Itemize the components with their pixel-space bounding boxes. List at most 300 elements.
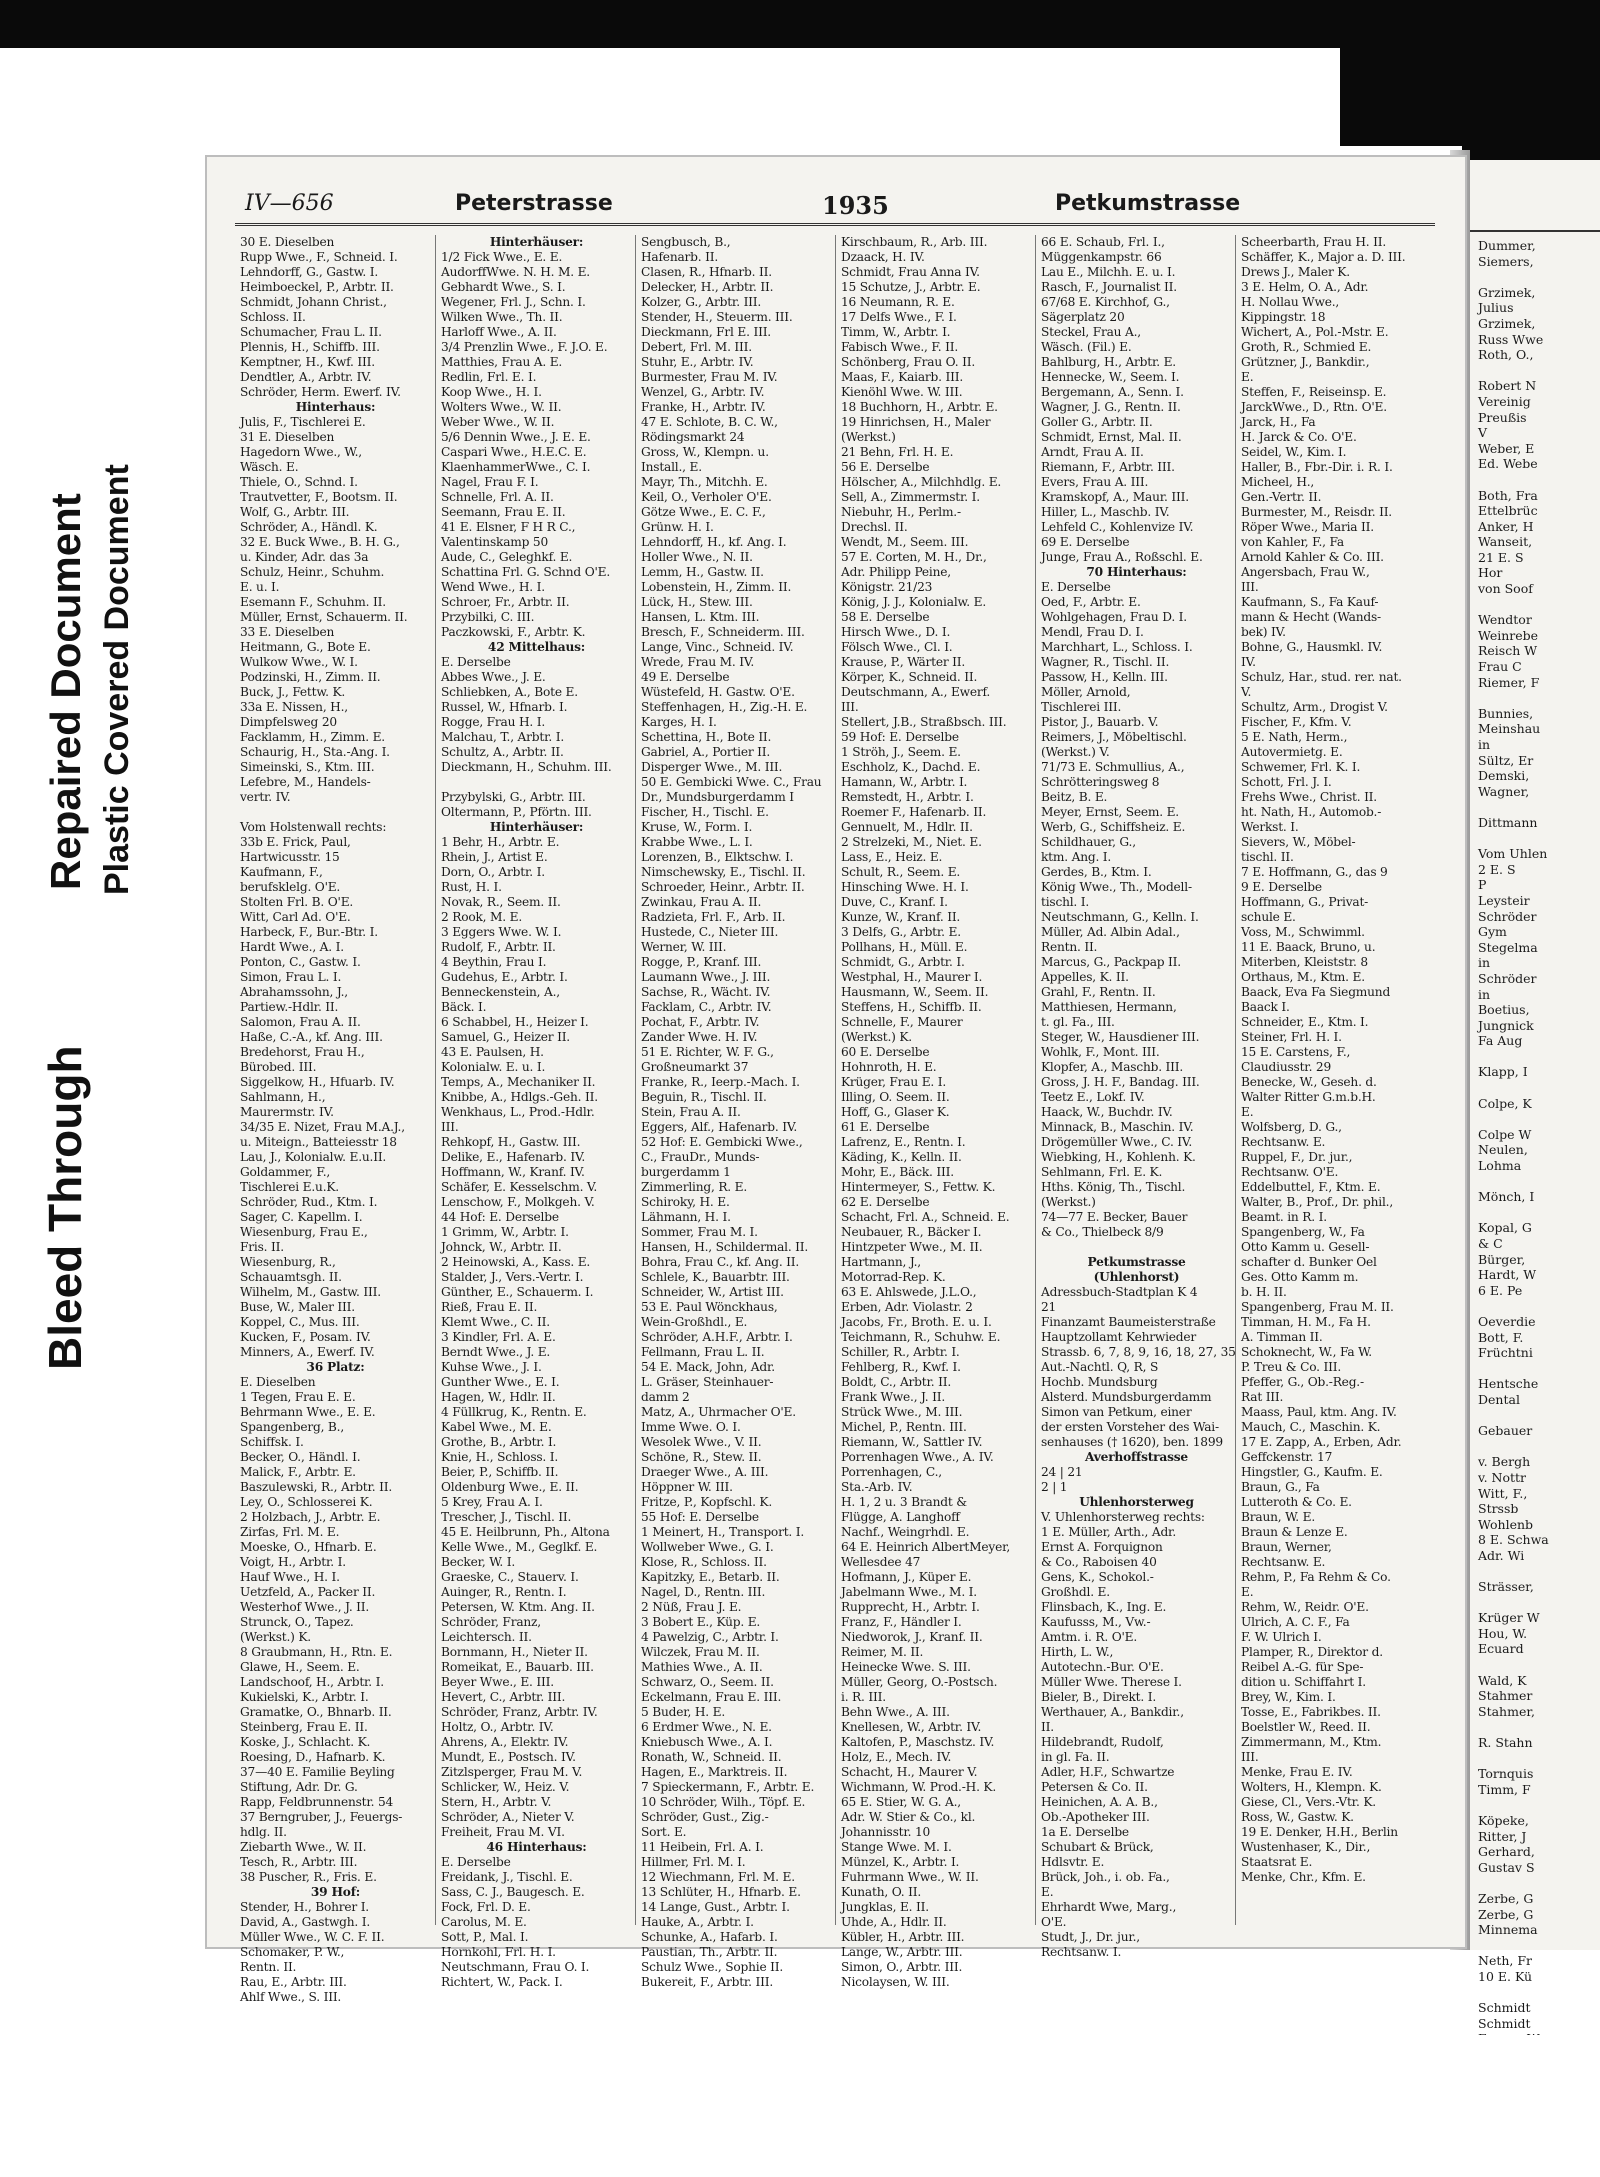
adjacent-page-entry: Weinrebe: [1478, 627, 1539, 643]
directory-entry: Stalder, J., Vers.-Vertr. I.: [441, 1270, 584, 1284]
directory-entry: Koop Wwe., H. I.: [441, 385, 542, 399]
directory-entry: Sievers, W., Möbel-: [1241, 835, 1356, 849]
directory-entry: Moeske, O., Hfnarb. E.: [240, 1540, 377, 1554]
adjacent-page-entry: R. Stahn: [1478, 1735, 1533, 1750]
directory-entry: 62 E. Derselbe: [841, 1195, 930, 1209]
directory-entry: Beyer Wwe., E. III.: [441, 1675, 554, 1689]
directory-entry: Sägerplatz 20: [1041, 310, 1125, 324]
directory-entry: Fischer, F., Kfm. V.: [1241, 715, 1352, 729]
directory-entry: 1 Meinert, H., Transport. I.: [641, 1525, 805, 1539]
directory-entry: Thiele, O., Schnd. I.: [240, 475, 358, 489]
directory-entry: Neutschmann, G., Kelln. I.: [1041, 910, 1199, 924]
directory-entry: Wohlgehagen, Frau D. I.: [1041, 610, 1187, 624]
directory-entry: Schliebken, A., Bote E.: [441, 685, 578, 699]
directory-entry: 14 Lange, Gust., Arbtr. I.: [641, 1900, 790, 1914]
directory-entry: Ruppel, F., Dr. jur.,: [1241, 1150, 1353, 1164]
adjacent-page-entry: Schröder: [1478, 970, 1537, 986]
directory-entry: V.: [1241, 685, 1252, 699]
directory-entry: Otto Kamm u. Gesell-: [1241, 1240, 1370, 1254]
directory-entry: Schröder, Franz,: [441, 1615, 541, 1629]
directory-entry: Giese, Cl., Vers.-Vtr. K.: [1241, 1795, 1376, 1809]
directory-entry: Wolters Wwe., W. II.: [441, 400, 562, 414]
directory-entry: Samuel, G., Heizer II.: [441, 1030, 570, 1044]
directory-entry: Schwemer, Frl. K. I.: [1241, 760, 1361, 774]
directory-entry: in gl. Fa. II.: [1041, 1750, 1110, 1764]
directory-entry: Dimpfelsweg 20: [240, 715, 337, 729]
directory-entry: Schröder, A., Nieter V.: [441, 1810, 575, 1824]
directory-entry: 56 E. Derselbe: [841, 460, 930, 474]
directory-entry: 34/35 E. Nizet, Frau M.A.J.,: [240, 1120, 405, 1134]
directory-entry: 42 Mittelhaus:: [487, 640, 586, 654]
directory-entry: 51 E. Richter, W. F. G.,: [641, 1045, 774, 1059]
directory-entry: Geffckenstr. 17: [1241, 1450, 1333, 1464]
directory-entry: Kuhse Wwe., J. I.: [441, 1360, 542, 1374]
adjacent-page-entry: Vereinig: [1478, 393, 1531, 409]
directory-entry: Holz, E., Mech. IV.: [841, 1750, 952, 1764]
directory-entry: Grützner, J., Bankdir.,: [1241, 355, 1370, 369]
directory-entry: KlaenhammerWwe., C. I.: [441, 460, 591, 474]
directory-entry: 1 Behr, H., Arbtr. E.: [441, 835, 560, 849]
directory-entry: Schultz, Arm., Drogist V.: [1241, 700, 1388, 714]
directory-entry: 31 E. Dieselben: [240, 430, 335, 444]
adjacent-page-entry: [1470, 1751, 1600, 1767]
directory-entry: Rechtsanw. E.: [1241, 1555, 1326, 1569]
directory-entry: Steiner, Frl. H. I.: [1241, 1030, 1342, 1044]
directory-entry: 6 Erdmer Wwe., N. E.: [641, 1720, 772, 1734]
directory-entry: Grünw. H. I.: [641, 520, 714, 534]
directory-entry: 37 Berngruber, J., Feuergs-: [240, 1810, 403, 1824]
directory-entry: Niebuhr, H., Perlm.-: [841, 505, 961, 519]
directory-entry: schafter d. Bunker Oel: [1241, 1255, 1377, 1269]
directory-entry: Motorrad-Rep. K.: [841, 1270, 946, 1284]
adjacent-page-entry: Vom Uhlen: [1478, 846, 1548, 862]
directory-entry: Freiheit, Frau M. VI.: [441, 1825, 565, 1839]
directory-entry: Becker, W. I.: [441, 1555, 516, 1569]
directory-entry: Paczkowski, F., Arbtr. K.: [441, 625, 586, 639]
directory-entry: Hintermeyer, S., Fettw. K.: [841, 1180, 996, 1194]
directory-entry: Wolters, H., Klempn. K.: [1241, 1780, 1382, 1794]
directory-entry: 3 Bobert E., Küp. E.: [641, 1615, 761, 1629]
directory-entry: Wulkow Wwe., W. I.: [240, 655, 358, 669]
directory-entry: Imme Wwe. O. I.: [641, 1420, 741, 1434]
directory-entry: Schiller, R., Arbtr. I.: [841, 1345, 960, 1359]
directory-entry: Simon, O., Arbtr. III.: [841, 1960, 963, 1974]
directory-entry: Hirsch Wwe., D. I.: [841, 625, 951, 639]
directory-entry: Disperger Wwe., M. III.: [641, 760, 783, 774]
directory-entry: Kaufusss, M., Vw.-: [1041, 1615, 1151, 1629]
adjacent-page-entry: Neulen,: [1478, 1142, 1528, 1158]
directory-entry: Knie, H., Schloss. I.: [441, 1450, 559, 1464]
scan-dark-corner: [1462, 48, 1600, 160]
directory-entry: Lobenstein, H., Zimm. II.: [641, 580, 792, 594]
directory-entry: Drechsl. II.: [841, 520, 908, 534]
directory-entry: 33a E. Nissen, H.,: [240, 700, 348, 714]
directory-entry: Gunther Wwe., E. I.: [441, 1375, 560, 1389]
directory-entry: Holtz, O., Arbtr. IV.: [441, 1720, 554, 1734]
directory-entry: Mendl, Frau D. I.: [1041, 625, 1144, 639]
directory-entry: Flügge, A. Langhoff: [841, 1510, 960, 1524]
adjacent-page-entry: in: [1478, 737, 1491, 752]
directory-entry: Pistor, J., Bauarb. V.: [1041, 715, 1159, 729]
label-plastic-covered-document: Plastic Covered Document: [98, 464, 136, 895]
directory-entry: 1a E. Derselbe: [1041, 1825, 1129, 1839]
directory-entry: König Wwe., Th., Modell-: [1041, 880, 1192, 894]
directory-entry: E.: [1041, 1885, 1054, 1899]
adjacent-page-entry: Adr. Wi: [1478, 1547, 1525, 1563]
adjacent-page-entry: [1470, 1938, 1600, 1954]
directory-entry: Ronath, W., Schneid. II.: [641, 1750, 782, 1764]
directory-entry: Steffenhagen, H., Zig.-H. E.: [641, 700, 808, 714]
directory-entry: Brück, Joh., i. ob. Fa.,: [1041, 1870, 1170, 1884]
adjacent-page-entry: [1470, 1361, 1600, 1377]
directory-entry: Ges. Otto Kamm m.: [1241, 1270, 1359, 1284]
directory-entry: [1036, 1240, 1232, 1255]
directory-entry: 13 Schlüter, H., Hfnarb. E.: [641, 1885, 801, 1899]
directory-entry: David, A., Gastwgh. I.: [240, 1915, 371, 1929]
directory-entry: E. Dieselben: [240, 1375, 316, 1389]
adjacent-page-entry: Dittmann: [1478, 814, 1538, 830]
directory-entry: Walter Ritter G.m.b.H.: [1241, 1090, 1376, 1104]
directory-entry: Walter, B., Prof., Dr. phil.,: [1241, 1195, 1394, 1209]
directory-entry: Spangenberg, Frau M. II.: [1241, 1300, 1394, 1314]
directory-entry: Zimmerling, R. E.: [641, 1180, 748, 1194]
directory-entry: Krabbe Wwe., L. I.: [641, 835, 753, 849]
directory-entry: E.: [1241, 1585, 1254, 1599]
directory-entry: Lehndorff, G., Gastw. I.: [240, 265, 379, 279]
directory-entry: 55 Hof: E. Derselbe: [641, 1510, 759, 1524]
adjacent-page-entry: Dummer,: [1478, 238, 1536, 253]
adjacent-page-entry: [1470, 1408, 1600, 1424]
directory-entry: Ley, O., Schlosserei K.: [240, 1495, 373, 1509]
directory-entry: Stellert, J.B., Straßbsch. III.: [841, 715, 1007, 729]
directory-entry: Spangenberg, B.,: [240, 1420, 345, 1434]
directory-entry: Oltermann, P., Pförtn. III.: [441, 805, 592, 819]
directory-entry: Pfeffer, G., Ob.-Reg.-: [1241, 1375, 1364, 1389]
directory-entry: Gennuelt, M., Hdlr. II.: [841, 820, 973, 834]
directory-entry: Lass, E., Heiz. E.: [841, 850, 943, 864]
directory-entry: Bresch, F., Schneiderm. III.: [641, 625, 805, 639]
directory-entry: Radzieta, Frl. F., Arb. II.: [641, 910, 786, 924]
directory-entry: Jacobs, Fr., Broth. E. u. I.: [841, 1315, 992, 1329]
adjacent-page-entry: Hou, W.: [1478, 1625, 1528, 1641]
adjacent-page-entry: [1470, 1205, 1600, 1221]
directory-entry: Hauptzollamt Kehrwieder: [1041, 1330, 1197, 1344]
directory-entry: 5 Buder, H. E.: [641, 1705, 726, 1719]
street-name-right: Petkumstrasse: [1055, 191, 1241, 216]
adjacent-page-entry: Meinshau: [1478, 721, 1541, 737]
directory-entry: Finanzamt Baumeisterstraße: [1041, 1315, 1216, 1329]
directory-entry: Rechtsanw. O'E.: [1241, 1165, 1339, 1179]
directory-entry: Benecke, W., Geseh. d.: [1241, 1075, 1377, 1089]
directory-entry: Müller, Georg, O.-Postsch.: [841, 1675, 998, 1689]
directory-entry: Schröder, Gust., Zig.-: [641, 1810, 769, 1824]
directory-entry: Rapp, Feldbrunnenstr. 54: [240, 1795, 394, 1809]
directory-entry: 67/68 E. Kirchhof, G.,: [1041, 295, 1170, 309]
directory-entry: Wiesenburg, R.,: [240, 1255, 336, 1269]
directory-entry: Delecker, H., Arbtr. II.: [641, 280, 774, 294]
directory-entry: Möller, Arnold,: [1041, 685, 1131, 699]
directory-entry: Hinterhaus:: [295, 400, 376, 414]
adjacent-page-entry: [1470, 690, 1600, 706]
directory-entry: Auinger, R., Rentn. I.: [441, 1585, 567, 1599]
directory-entry: Aude, C., Geleghkf. E.: [441, 550, 573, 564]
directory-entry: Schettina, H., Bote II.: [641, 730, 772, 744]
directory-entry: Erben, Adr. Violastr. 2: [841, 1300, 973, 1314]
directory-entry: P. Treu & Co. III.: [1241, 1360, 1342, 1374]
directory-entry: Schröder, Herm. Ewerf. IV.: [240, 385, 401, 399]
directory-entry: Stolten Frl. B. O'E.: [240, 895, 354, 909]
directory-entry: Werner, W. III.: [641, 940, 727, 954]
directory-entry: Stender, H., Steuerm. III.: [641, 310, 793, 324]
directory-entry: Bohne, G., Hausmkl. IV.: [1241, 640, 1383, 654]
directory-entry: Partiew.-Hdlr. II.: [240, 1000, 339, 1014]
directory-entry: Nagel, D., Rentn. III.: [641, 1585, 766, 1599]
directory-entry: Flinsbach, K., Ing. E.: [1041, 1600, 1167, 1614]
adjacent-page-entry: Wanseit,: [1478, 534, 1533, 550]
directory-entry: Jarck, H., Fa: [1241, 415, 1316, 429]
directory-entry: Zimmermann, M., Ktm.: [1241, 1735, 1382, 1749]
adjacent-page-entry: Colpe W: [1478, 1126, 1532, 1142]
directory-entry: Simeinski, S., Ktm. III.: [240, 760, 375, 774]
directory-entry: Beier, P., Schiffb. II.: [441, 1465, 559, 1479]
directory-entry: Bäck. I.: [441, 1000, 487, 1014]
scan-dark-notch: [1340, 48, 1470, 146]
directory-entry: Ahrens, A., Elektr. IV.: [441, 1735, 569, 1749]
page-number: IV—656: [245, 191, 334, 216]
directory-entry: Miterben, Kleiststr. 8: [1241, 955, 1368, 969]
directory-entry: Westerhof Wwe., J. II.: [240, 1600, 370, 1614]
directory-entry: Ehrhardt Wwe, Marg.,: [1041, 1900, 1177, 1914]
directory-entry: Claudiusstr. 29: [1241, 1060, 1332, 1074]
directory-entry: Schult, R., Seem. E.: [841, 865, 961, 879]
directory-entry: Wolfsberg, D. G.,: [1241, 1120, 1342, 1134]
directory-entry: Brey, W., Kim. I.: [1241, 1690, 1336, 1704]
directory-entry: Duve, C., Kranf. I.: [841, 895, 948, 909]
directory-entry: Schröder, A., Händl. K.: [240, 520, 378, 534]
directory-entry: Heinecke Wwe. S. III.: [841, 1660, 971, 1674]
directory-entry: Witt, Carl Ad. O'E.: [240, 910, 351, 924]
adjacent-page-entry: & C: [1478, 1236, 1503, 1251]
degradation-labels: [0, 0, 200, 2177]
directory-entry: Facklam, C., Arbtr. IV.: [641, 1000, 772, 1014]
adjacent-page-entry: V: [1478, 425, 1488, 441]
directory-entry: Autotechn.-Bur. O'E.: [1041, 1660, 1164, 1674]
directory-entry: ktm. Ang. I.: [1041, 850, 1112, 864]
directory-entry: Eddelbuttel, F., Ktm. E.: [1241, 1180, 1381, 1194]
adjacent-page-entry: Wagner,: [1478, 783, 1530, 799]
directory-entry: Wichmann, W. Prod.-H. K.: [841, 1780, 997, 1794]
adjacent-page-entry: v. Nottr: [1478, 1469, 1527, 1485]
directory-entry: Frehs Wwe., Christ. II.: [1241, 790, 1377, 804]
directory-entry: Käding, K., Kelln. II.: [841, 1150, 962, 1164]
directory-entry: Minners, A., Ewerf. IV.: [240, 1345, 375, 1359]
directory-entry: Malick, F., Arbtr. E.: [240, 1465, 356, 1479]
directory-entry: Niedworok, J., Kranf. II.: [841, 1630, 983, 1644]
directory-entry: 57 E. Corten, M. H., Dr.,: [841, 550, 987, 564]
directory-entry: Siggelkow, H., Hfuarb. IV.: [240, 1075, 395, 1089]
directory-entry: Przybylski, G., Arbtr. III.: [441, 790, 586, 804]
directory-entry: A. Timman II.: [1241, 1330, 1323, 1344]
directory-entry: Amtm. i. R. O'E.: [1041, 1630, 1138, 1644]
directory-entry: Fölsch Wwe., Cl. I.: [841, 640, 953, 654]
directory-entry: Dendtler, A., Arbtr. IV.: [240, 370, 372, 384]
adjacent-page-entry: Gerhard,: [1478, 1844, 1535, 1860]
directory-entry: Pollhans, H., Müll. E.: [841, 940, 968, 954]
directory-entry: schule E.: [1241, 910, 1296, 924]
directory-entry: Roesing, D., Hafnarb. K.: [240, 1750, 386, 1764]
directory-entry: Timman, H. M., Fa H.: [1241, 1315, 1371, 1329]
directory-page: [205, 155, 1467, 2004]
street-name-left: Peterstrasse: [455, 191, 613, 216]
adjacent-page-entry: Neth, Fr: [1478, 1953, 1533, 1969]
directory-entry: Bredehorst, Frau H.,: [240, 1045, 365, 1059]
directory-entry: Novak, R., Seem. II.: [441, 895, 561, 909]
directory-entry: Passow, H., Kelln. III.: [1041, 670, 1168, 684]
directory-entry: Schultz, A., Arbtr. II.: [441, 745, 564, 759]
directory-entry: Kramskopf, A., Maur. III.: [1041, 490, 1189, 504]
directory-entry: Schrötteringsweg 8: [1041, 775, 1160, 789]
directory-entry: 24 | 21: [1041, 1465, 1083, 1479]
directory-entry: Ahlf Wwe., S. III.: [240, 1990, 342, 2004]
directory-entry: Jungklas, E. II.: [841, 1900, 929, 1914]
directory-entry: Schäfer, E. Kesselschm. V.: [441, 1180, 598, 1194]
adjacent-page-entry: [1470, 1111, 1600, 1127]
directory-entry: 46 Hinterhaus:: [486, 1840, 587, 1854]
directory-entry: Höppner W. III.: [641, 1480, 733, 1494]
directory-entry: Jabelmann Wwe., M. I.: [841, 1585, 977, 1599]
directory-entry: i. R. III.: [841, 1690, 886, 1704]
directory-entry: Sahlmann, H.,: [240, 1090, 326, 1104]
adjacent-page-entry: [1470, 1049, 1600, 1065]
directory-entry: E. Derselbe: [441, 1855, 511, 1869]
adjacent-page-entry: [1470, 597, 1600, 613]
directory-entry: Hagen, E., Marktreis. II.: [641, 1765, 788, 1779]
directory-entry: Goldammer, F.,: [240, 1165, 331, 1179]
directory-entry: Schauamtsgh. II.: [240, 1270, 342, 1284]
directory-entry: bek) IV.: [1241, 625, 1286, 639]
directory-entry: tischl. II.: [1241, 850, 1294, 864]
directory-entry: Drögemüller Wwe., C. IV.: [1041, 1135, 1193, 1149]
directory-entry: Kabel Wwe., M. E.: [441, 1420, 552, 1434]
directory-entry: 19 E. Denker, H.H., Berlin: [1241, 1825, 1398, 1839]
directory-entry: Körper, K., Schneid. II.: [841, 670, 978, 684]
directory-entry: Evers, Frau A. III.: [1041, 475, 1149, 489]
directory-entry: Westphal, H., Maurer I.: [841, 970, 983, 984]
directory-entry: Autovermietg. E.: [1241, 745, 1343, 759]
directory-entry: Kübler, H., Arbtr. III.: [841, 1930, 965, 1944]
directory-entry: Grothe, B., Arbtr. I.: [441, 1435, 557, 1449]
directory-entry: 4 Pawelzig, C., Arbtr. I.: [641, 1630, 779, 1644]
adjacent-page-entry: [1470, 1174, 1600, 1190]
directory-entry: Rehm, W., Reidr. O'E.: [1241, 1600, 1369, 1614]
directory-entry: Müggenkampstr. 66: [1041, 250, 1162, 264]
directory-entry: Sass, C. J., Baugesch. E.: [441, 1885, 585, 1899]
directory-entry: Kapitzky, E., Betarb. II.: [641, 1570, 780, 1584]
directory-entry: Wiesenburg, Frau E.,: [240, 1225, 368, 1239]
directory-entry: Hillmer, Frl. M. I.: [641, 1855, 746, 1869]
directory-entry: Wustenhaser, K., Dir.,: [1241, 1840, 1371, 1854]
directory-entry: Romeikat, E., Bauarb. III.: [441, 1660, 594, 1674]
directory-entry: Tesch, R., Arbtr. III.: [240, 1855, 358, 1869]
directory-entry: Wend Wwe., H. I.: [441, 580, 545, 594]
directory-entry: 10 Schröder, Wilh., Töpf. E.: [641, 1795, 806, 1809]
directory-entry: Nicolaysen, W. III.: [841, 1975, 950, 1989]
adjacent-page-entry: Witt, F.,: [1478, 1485, 1528, 1501]
directory-entry: Adler, H.F., Schwartze: [1041, 1765, 1175, 1779]
directory-entry: Spangenberg, W., Fa: [1241, 1225, 1365, 1239]
adjacent-page-entry: Krüger W: [1478, 1610, 1540, 1626]
directory-entry: Wagner, R., Tischl. II.: [1041, 655, 1170, 669]
directory-entry: Ernst A. Forquignon: [1041, 1540, 1163, 1554]
adjacent-page-entry: Bunnies,: [1478, 705, 1534, 721]
directory-entry: Beitz, B. E.: [1041, 790, 1108, 804]
directory-entry: Götze Wwe., E. C. F.,: [641, 505, 766, 519]
directory-entry: Kaufmann, F.,: [240, 865, 323, 879]
directory-entry: Install., E.: [641, 460, 702, 474]
directory-entry: Sachse, R., Wächt. IV.: [641, 985, 771, 999]
directory-entry: 1 E. Müller, Arth., Adr.: [1041, 1525, 1177, 1539]
directory-entry: Kippingstr. 18: [1241, 310, 1326, 324]
directory-entry: Schlicker, W., Heiz. V.: [441, 1780, 570, 1794]
directory-entry: Rasch, F., Journalist II.: [1041, 280, 1177, 294]
adjacent-page-entry: Dental: [1478, 1391, 1520, 1407]
directory-entry: Arnold Kahler & Co. III.: [1241, 550, 1384, 564]
directory-entry: Werkst. I.: [1241, 820, 1299, 834]
adjacent-page-entry: Schmidt: [1478, 2000, 1531, 2016]
directory-entry: Schmidt, Frau Anna IV.: [841, 265, 980, 279]
directory-entry: Königstr. 21/23: [841, 580, 933, 594]
directory-entry: Sengbusch, B.,: [641, 235, 731, 249]
directory-entry: Angersbach, Frau W.,: [1241, 565, 1370, 579]
directory-entry: Nimschewsky, E., Tischl. II.: [641, 865, 806, 879]
directory-entry: Burmester, M., Reisdr. II.: [1241, 505, 1392, 519]
directory-entry: 37—40 E. Familie Beyling: [240, 1765, 395, 1779]
adjacent-page-entry: [1470, 1563, 1600, 1579]
column-4: [835, 235, 1032, 1989]
directory-entry: Rentn. II.: [240, 1960, 297, 1974]
directory-entry: Haack, W., Buchdr. IV.: [1041, 1105, 1173, 1119]
directory-entry: Wollweber Wwe., G. I.: [641, 1540, 774, 1554]
adjacent-page-entry: [1470, 1298, 1600, 1314]
directory-entry: Mohr, E., Bäck. III.: [841, 1165, 954, 1179]
adjacent-page-entry: v. Bergh: [1478, 1454, 1531, 1470]
directory-entry: Oldenburg Wwe., E. II.: [441, 1480, 579, 1494]
directory-entry: 5/6 Dennin Wwe., J. E. E.: [441, 430, 591, 444]
directory-entry: Hdlsvtr. E.: [1041, 1855, 1105, 1869]
directory-entry: Menke, Chr., Kfm. E.: [1241, 1870, 1366, 1884]
directory-entry: Reibel A.-G. für Spe-: [1241, 1660, 1364, 1674]
adjacent-page-entry: Timm, F: [1478, 1781, 1531, 1797]
directory-entry: Steger, W., Hausdiener III.: [1041, 1030, 1200, 1044]
adjacent-page-entry: [1470, 831, 1600, 847]
directory-entry: 2 Holzbach, J., Arbtr. E.: [240, 1510, 381, 1524]
directory-entry: Adr. Philipp Peine,: [841, 565, 951, 579]
directory-entry: Meyer, Ernst, Seem. E.: [1041, 805, 1179, 819]
adjacent-page-entry: [1470, 1595, 1600, 1611]
directory-entry: Kemptner, H., Kwf. III.: [240, 355, 375, 369]
directory-entry: Hafenarb. II.: [641, 250, 719, 264]
directory-entry: Schulz, Heinr., Schuhm.: [240, 565, 385, 579]
directory-entry: Rat III.: [1241, 1390, 1284, 1404]
adjacent-page-entry: Stegelma: [1478, 939, 1538, 955]
directory-entry: Orthaus, M., Ktm. E.: [1241, 970, 1365, 984]
directory-entry: Rentn. II.: [1041, 940, 1098, 954]
directory-entry: H. Nollau Wwe.,: [1241, 295, 1340, 309]
column-1: [235, 235, 431, 2004]
adjacent-page-entry: [1470, 1657, 1600, 1673]
directory-entry: hdlg. II.: [240, 1825, 287, 1839]
directory-entry: Schröder, Rud., Ktm. I.: [240, 1195, 378, 1209]
